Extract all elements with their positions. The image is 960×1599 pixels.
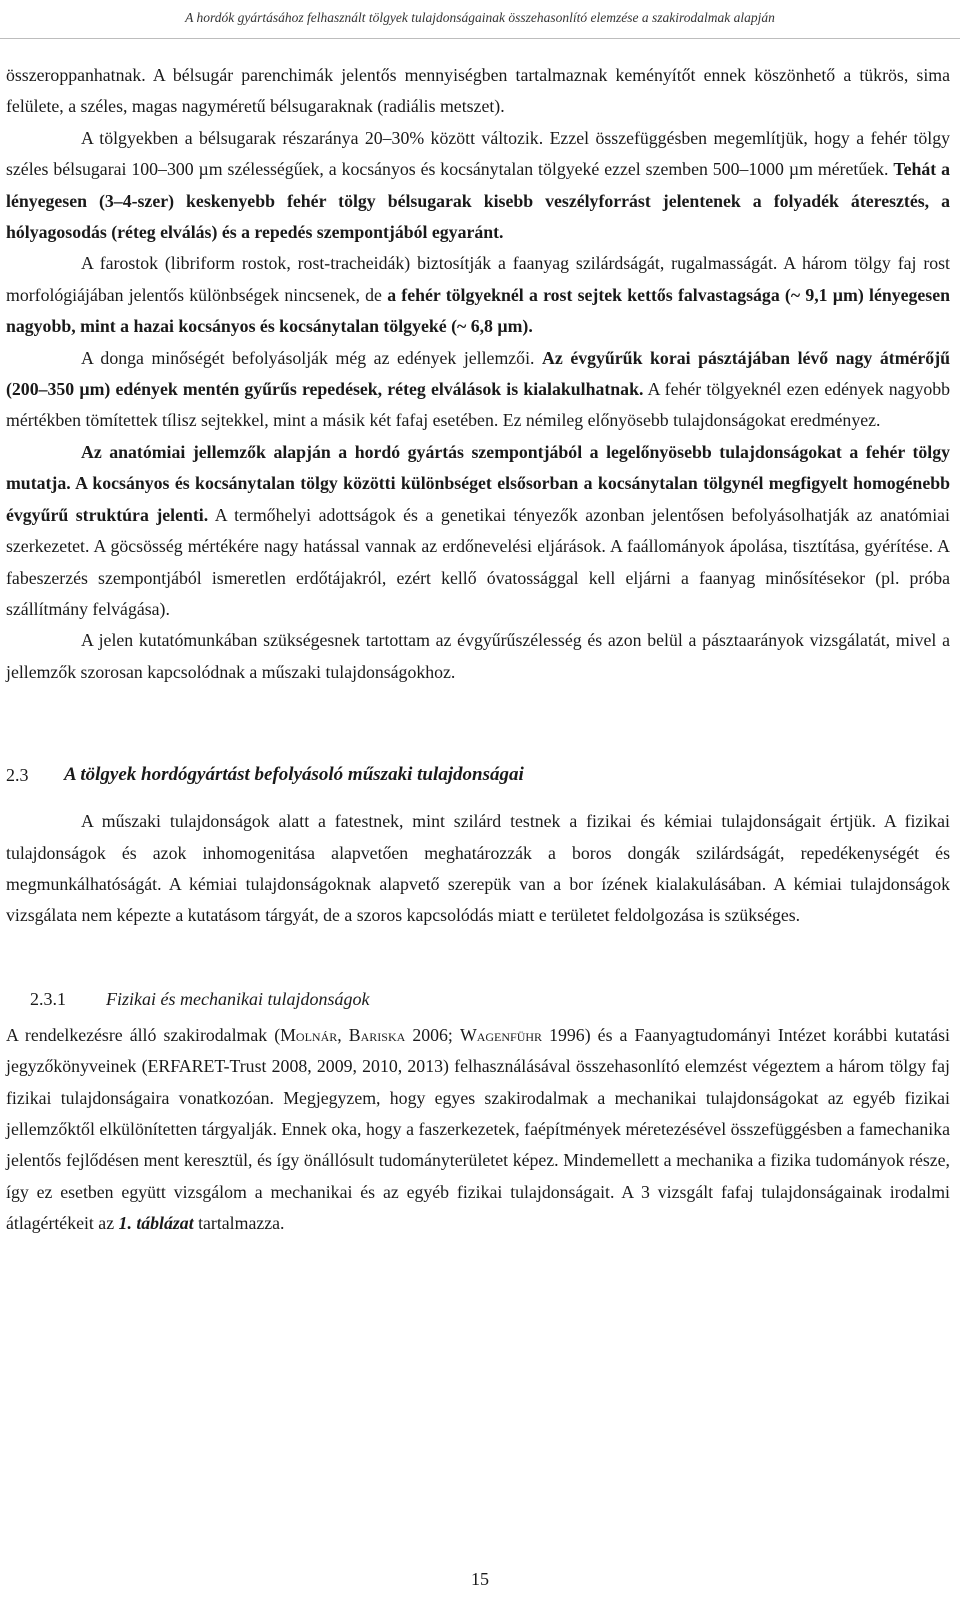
paragraph-text: A termőhelyi adottságok és a genetikai tényezők azonban jelentősen befolyásolhatják az anatómiai szerkezetet. A göcsösség mértékére nagy hatással vannak az erdőnevelési eljárások. A faállományok ápolása, tisztítása, gyérítése. A fabeszerzés szempontjából ismeretlen erdőtájakról, ezért kellő óvatossággal kell eljárni a faanyag minősítésekor (pl. próba szállítmány felvágása). xyxy=(6,504,951,619)
paragraph xyxy=(6,248,950,342)
citation-author: Molnár, Bariska xyxy=(280,1024,406,1045)
running-header-title: A hordók gyártásához felhasznált tölgyek tulajdonságainak összehasonlító elemzése a szakirodalmak alapján xyxy=(185,10,775,25)
paragraph-text: A donga minőségét befolyásolják még az edények jellemzői. xyxy=(81,347,543,368)
paragraph-text: A fehér tölgyeknél ezen edények nagyobb mértékben tömítettek tílisz sejtekkel, mint a másik két fafaj esetében. Ez némileg előnyösebb tulajdonságokat eredményez. xyxy=(6,379,951,431)
page-number: 15 xyxy=(471,1569,489,1589)
paragraph-text: A műszaki tulajdonságok alatt a fatestnek, mint szilárd testnek a fizikai és kémiai tulajdonságait értjük. A fizikai tulajdonságok és azok inhomogenitása alapvetően meghatározzák a boros dongák szilárdságát, repedékenységét és megmunkálhatóságát. A kémiai tulajdonságoknak alapvető szerepük van a bor ízének kialakulásában. A kémiai tulajdonságok vizsgálata nem képezte a kutatásom tárgyát, de a szoros kapcsolódás miatt e területet feldolgozása is szükséges. xyxy=(6,811,950,926)
paragraph xyxy=(6,625,950,688)
paragraph xyxy=(6,60,950,123)
emphasis-text: a fehér tölgyeknél a rost sejtek kettős falvastagsága (~ 9,1 µm) lényegesen nagyobb, mint a hazai kocsányos és kocsánytalan tölgyeké (~ 6,8 µm). xyxy=(6,284,950,337)
emphasis-text: Tehát a lényegesen (3–4-szer) keskenyebb fehér tölgy bélsugarak kisebb veszélyforrást jelentenek a folyadék áteresztés, a hólyagosodás (réteg elválás) és a repedés szempontjából egyaránt. xyxy=(6,159,950,243)
paragraph-text: összeroppanhatnak. A bélsugár parenchimák jelentős mennyiségben tartalmaznak keményítőt ennek köszönhető a tükrös, sima felülete, a széles, magas nagyméretű bélsugaraknak (radiális metszet). xyxy=(6,65,950,117)
paragraph-text: A jelen kutatómunkában szükségesnek tartottam az évgyűrűszélesség és azon belül a pásztaarányok vizsgálatát, mivel a jellemzők szorosan kapcsolódnak a műszaki tulajdonságokhoz. xyxy=(6,630,950,682)
subsection-number: 2.3.1 xyxy=(30,988,66,1009)
paragraph xyxy=(6,806,950,932)
paragraph-text: 2006; xyxy=(405,1024,460,1045)
subsection-title: Fizikai és mechanikai tulajdonságok xyxy=(106,988,370,1009)
paragraph-text: A tölgyekben a bélsugarak részaránya 20–30% között változik. Ezzel összefüggésben megemlítjük, hogy a fehér tölgy széles bélsugarai 100–300 µm szélességűek, a kocsányos és kocsánytalan tölgyeké ezzel szemben 500–1000 µm méretűek. xyxy=(6,127,950,180)
table-reference: 1. táblázat xyxy=(118,1213,194,1234)
running-header xyxy=(0,0,960,39)
paragraph xyxy=(6,437,950,625)
paragraph-text: A rendelkezésre álló szakirodalmak ( xyxy=(6,1024,281,1045)
paragraph-text: tartalmazza. xyxy=(193,1213,285,1234)
section-heading xyxy=(6,758,950,792)
paragraph xyxy=(6,343,950,437)
paragraph xyxy=(6,123,950,249)
paragraph-text: A farostok (libriform rostok, rost-tracheidák) biztosítják a faanyag szilárdságát, rugalmasságát. A három tölgy faj rost morfológiájában jelentős különbségek nincsenek, de xyxy=(6,253,950,305)
emphasis-text: Az anatómiai jellemzők alapján a hordó gyártás szempontjából a legelőnyösebb tulajdonságokat a fehér tölgy mutatja. A kocsányos és kocsánytalan tölgy közötti különbséget elsősorban a kocsánytalan tölgynél megfigyelt homogénebb évgyűrű struktúra jelenti. xyxy=(6,441,950,525)
subsection-heading xyxy=(6,982,950,1016)
citation-author: Wagenführ xyxy=(459,1024,543,1045)
section-number: 2.3 xyxy=(6,765,29,786)
section-title: A tölgyek hordógyártást befolyásoló műszaki tulajdonságai xyxy=(64,764,524,786)
paragraph xyxy=(6,1020,950,1240)
page-content xyxy=(6,60,950,1240)
paragraph-text: 1996) és a Faanyagtudományi Intézet korábbi kutatási jegyzőkönyveinek (ERFARET-Trust 2008, 2009, 2010, 2013) felhasználásával összehasonlító elemzést végeztem a három tölgy faj fizikai tulajdonságaira vonatkozóan. Megjegyzem, hogy egyes szakirodalmak a mechanikai tulajdonságokat az egyéb fizikai jellemzőktől elkülönítetten tárgyalják. Ennek oka, hogy a faszerkezetek, faépítmények méretezésével összefüggésben a famechanika jelentős fejlődésen ment keresztül, és így önállósult tudományterületet képez. Mindemellett a mechanika a fizika tudományok része, így ez esetben együtt vizsgálom a mechanikai és az egyéb fizikai tulajdonságait. A 3 vizsgált fafaj tulajdonságainak irodalmi átlagértékeit az xyxy=(6,1024,950,1234)
emphasis-text: Az évgyűrűk korai pásztájában lévő nagy átmérőjű (200–350 µm) edények mentén gyűrűs repedések, réteg elválások is kialakulhatnak. xyxy=(6,347,951,400)
